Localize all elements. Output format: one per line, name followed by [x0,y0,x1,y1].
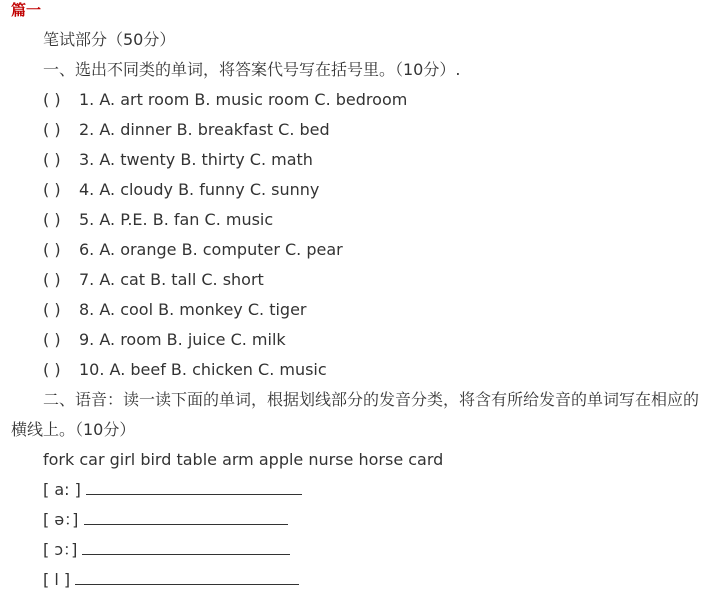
section-heading: 笔试部分（50分） [43,30,176,49]
question-text: 8. A. cool B. monkey C. tiger [79,300,307,319]
answer-blank[interactable] [86,480,302,495]
answer-parentheses[interactable]: ( ) [43,120,61,139]
word-list: fork car girl bird table arm apple nurse horse card [43,450,444,469]
question-row [43,180,319,200]
question-text: 3. A. twenty B. thirty C. math [79,150,313,169]
question-row [43,120,330,140]
question-text: 1. A. art room B. music room C. bedroom [79,90,408,109]
document-title: 篇一 [11,1,42,19]
answer-parentheses[interactable]: ( ) [43,180,61,199]
question-row [43,90,407,110]
question-row [43,360,327,380]
answer-parentheses[interactable]: ( ) [43,330,61,349]
question-row [43,270,264,290]
sound-row [43,540,290,560]
answer-parentheses[interactable]: ( ) [43,150,61,169]
part2-heading-continued: 横线上。（10分） [11,420,136,439]
answer-blank[interactable] [84,510,288,525]
answer-parentheses[interactable]: ( ) [43,360,61,379]
question-row [43,240,343,260]
sound-row [43,570,299,590]
answer-blank[interactable] [82,540,290,555]
question-row [43,330,286,350]
question-text: 10. A. beef B. chicken C. music [79,360,327,379]
question-text: 6. A. orange B. computer C. pear [79,240,343,259]
phonetic-label: [ a: ] [43,480,81,499]
answer-blank[interactable] [75,570,299,585]
answer-parentheses[interactable]: ( ) [43,270,61,289]
answer-parentheses[interactable]: ( ) [43,90,61,109]
answer-parentheses[interactable]: ( ) [43,210,61,229]
phonetic-label: [ ə：] [43,510,79,529]
phonetic-label: [ l ] [43,570,71,589]
question-text: 4. A. cloudy B. funny C. sunny [79,180,320,199]
phonetic-label: [ ɔ：] [43,540,78,559]
question-text: 9. A. room B. juice C. milk [79,330,286,349]
sound-row [43,480,302,500]
question-text: 7. A. cat B. tall C. short [79,270,264,289]
part1-heading: 一、选出不同类的单词，将答案代号写在括号里。（10分）. [43,60,461,79]
answer-parentheses[interactable]: ( ) [43,300,61,319]
question-row [43,300,307,320]
part2-heading: 二、语音：读一读下面的单词，根据划线部分的发音分类，将含有所给发音的单词写在相应的 [43,390,700,409]
question-text: 5. A. P.E. B. fan C. music [79,210,274,229]
question-row [43,150,313,170]
question-row [43,210,273,230]
answer-parentheses[interactable]: ( ) [43,240,61,259]
sound-row [43,510,288,530]
question-text: 2. A. dinner B. breakfast C. bed [79,120,330,139]
